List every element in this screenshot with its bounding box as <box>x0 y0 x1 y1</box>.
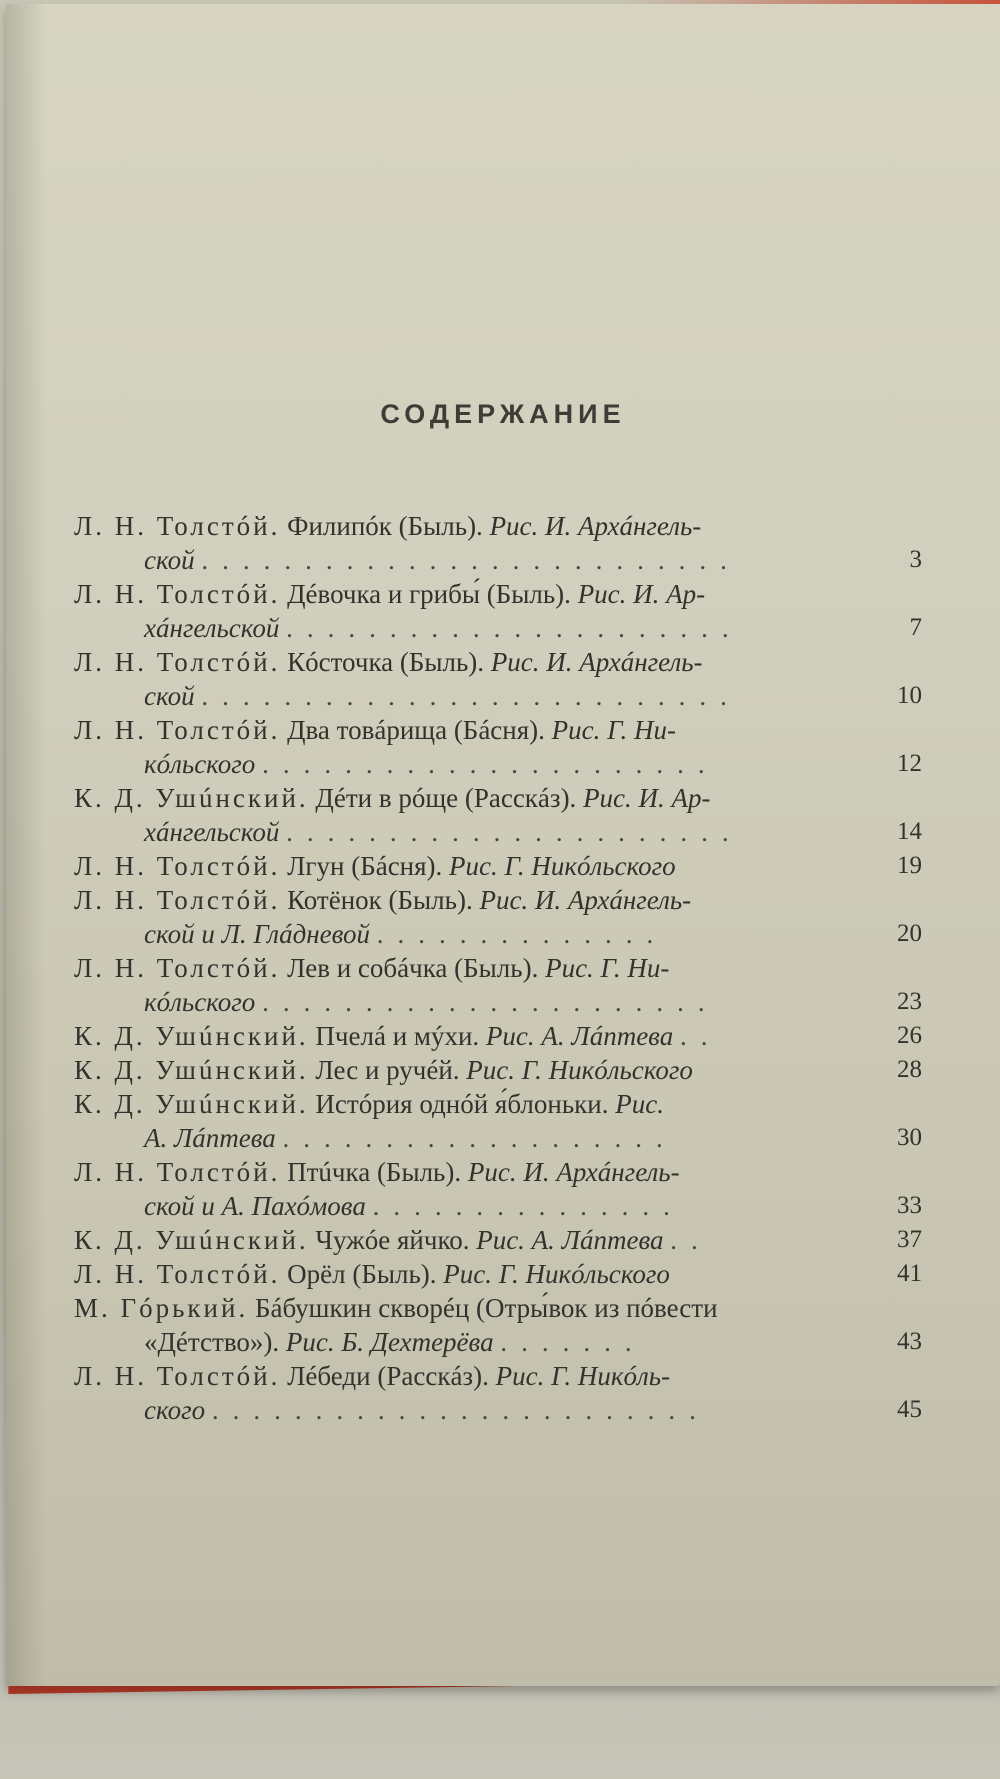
entry-author: К. Д. Ушúнский. <box>74 1225 309 1255</box>
entry-illustrator: Рис. И. Архáнгель- <box>467 1157 680 1187</box>
entry-illustrator-cont: кóльского <box>144 749 256 779</box>
entry-author: К. Д. Ушúнский. <box>74 1089 309 1119</box>
entry-page-number: 19 <box>897 852 922 879</box>
entry-illustrator: Рис. Г. Ни- <box>545 953 670 983</box>
table-of-contents <box>74 509 922 1427</box>
leader-dots: .............. <box>376 919 668 949</box>
entry-illustrator-cont: ского <box>144 1395 206 1425</box>
entry-title: Дéти в рóще (Расскáз). <box>315 783 577 813</box>
toc-entry <box>74 1155 922 1223</box>
entry-illustrator: Рис. <box>615 1089 664 1119</box>
leader-dots: ...................... <box>262 749 719 779</box>
book-page <box>6 4 1000 1686</box>
toc-heading: СОДЕРЖАНИЕ <box>380 399 626 429</box>
leader-dots: ................... <box>282 1123 677 1153</box>
entry-author: Л. Н. Толстóй. <box>74 579 281 609</box>
entry-title: Дéвочка и грибы́ (Быль). <box>287 579 571 609</box>
entry-page-number: 10 <box>897 682 922 709</box>
entry-page-number: 41 <box>897 1260 922 1287</box>
entry-illustrator: Рис. Г. Никóльского <box>466 1055 693 1085</box>
toc-entry <box>74 645 922 713</box>
toc-entry <box>74 1019 922 1053</box>
entry-title: Истóрия однóй я́блоньки. <box>315 1089 609 1119</box>
toc-entry <box>74 1053 922 1087</box>
leader-dots: ...................... <box>286 613 743 643</box>
entry-title: Лгун (Бáсня). <box>287 851 443 881</box>
entry-page-number: 37 <box>897 1226 922 1253</box>
entry-illustrator-cont: ской <box>144 545 195 575</box>
toc-entry <box>74 1087 922 1155</box>
entry-illustrator: Рис. И. Архáнгель- <box>479 885 692 915</box>
entry-illustrator: Рис. Б. Дехтерёва <box>285 1327 494 1357</box>
leader-dots: ............... <box>372 1191 684 1221</box>
toc-entry <box>74 849 922 883</box>
entry-author: Л. Н. Толстóй. <box>74 511 281 541</box>
entry-title: Чужóе яйчко. <box>315 1225 470 1255</box>
entry-author: К. Д. Ушúнский. <box>74 1055 309 1085</box>
entry-title: Лéбеди (Расскáз). <box>287 1361 489 1391</box>
entry-illustrator-cont: ской и А. Пахóмова <box>144 1191 366 1221</box>
entry-page-number: 45 <box>897 1396 922 1423</box>
entry-title: Орёл (Быль). <box>287 1259 437 1289</box>
leader-dots: .......................... <box>201 545 741 575</box>
entry-page-number: 26 <box>897 1022 922 1049</box>
entry-illustrator-cont: А. Лáптева <box>144 1123 276 1153</box>
entry-author: Л. Н. Толстóй. <box>74 715 281 745</box>
entry-illustrator-cont: кóльского <box>144 987 256 1017</box>
entry-page-number: 3 <box>909 546 922 573</box>
leader-dots: ...................... <box>286 817 743 847</box>
entry-title: Бáбушкин скворéц (Отры́вок из пóвести <box>254 1293 718 1323</box>
entry-page-number: 12 <box>897 750 922 777</box>
toc-entry <box>74 1223 922 1257</box>
toc-entry <box>74 951 922 1019</box>
entry-illustrator-cont: ской и Л. Глáдневой <box>144 919 370 949</box>
entry-author: Л. Н. Толстóй. <box>74 1157 281 1187</box>
toc-entry <box>74 781 922 849</box>
entry-title-cont: «Дéтство»). <box>144 1327 280 1357</box>
entry-illustrator: Рис. И. Ар- <box>577 579 706 609</box>
page-gutter-shadow <box>6 4 46 1686</box>
entry-page-number: 33 <box>897 1192 922 1219</box>
toc-entry <box>74 577 922 645</box>
toc-entry <box>74 713 922 781</box>
toc-entry <box>74 883 922 951</box>
entry-illustrator: Рис. Г. Никóльского <box>443 1259 670 1289</box>
entry-illustrator: Рис. И. Архáнгель- <box>489 511 702 541</box>
leader-dots: ...................... <box>262 987 719 1017</box>
entry-page-number: 23 <box>897 988 922 1015</box>
entry-title: Пчелá и мýхи. <box>315 1021 480 1051</box>
entry-author: Л. Н. Толстóй. <box>74 1259 281 1289</box>
entry-title: Лес и ручéй. <box>315 1055 460 1085</box>
toc-entry <box>74 1359 922 1427</box>
entry-title: Два товáрища (Бáсня). <box>287 715 545 745</box>
entry-title: Птúчка (Быль). <box>287 1157 462 1187</box>
leader-dots: ........................ <box>211 1395 710 1425</box>
entry-page-number: 7 <box>909 614 922 641</box>
entry-author: Л. Н. Толстóй. <box>74 1361 281 1391</box>
leader-dots: .......................... <box>201 681 741 711</box>
entry-illustrator: Рис. А. Лáптева <box>476 1225 664 1255</box>
entry-illustrator: Рис. И. Архáнгель- <box>490 647 703 677</box>
entry-illustrator-cont: ской <box>144 681 195 711</box>
toc-entry <box>74 1257 922 1291</box>
entry-illustrator: Рис. Г. Никóльского <box>449 851 676 881</box>
leader-dots: ....... <box>500 1327 646 1357</box>
leader-dots: .. <box>679 1021 722 1051</box>
entry-author: К. Д. Ушúнский. <box>74 783 309 813</box>
entry-title: Лев и собáчка (Быль). <box>287 953 539 983</box>
entry-illustrator: Рис. Г. Никóль- <box>495 1361 671 1391</box>
entry-author: М. Гóрький. <box>74 1293 249 1323</box>
entry-author: Л. Н. Толстóй. <box>74 851 281 881</box>
entry-page-number: 14 <box>897 818 922 845</box>
entry-illustrator: Рис. Г. Ни- <box>551 715 676 745</box>
entry-illustrator: Рис. А. Лáптева <box>485 1021 674 1051</box>
entry-page-number: 20 <box>897 920 922 947</box>
entry-author: К. Д. Ушúнский. <box>74 1021 309 1051</box>
entry-author: Л. Н. Толстóй. <box>74 953 281 983</box>
entry-title: Филипóк (Быль). <box>287 511 483 541</box>
entry-title: Котёнок (Быль). <box>287 885 473 915</box>
toc-entry <box>74 1291 922 1359</box>
entry-page-number: 30 <box>897 1124 922 1151</box>
leader-dots: .. <box>670 1225 712 1255</box>
entry-page-number: 28 <box>897 1056 922 1083</box>
entry-author: Л. Н. Толстóй. <box>74 647 281 677</box>
entry-page-number: 43 <box>897 1328 922 1355</box>
entry-illustrator-cont: хáнгельской <box>144 613 280 643</box>
entry-illustrator: Рис. И. Ар- <box>583 783 711 813</box>
entry-title: Кóсточка (Быль). <box>287 647 485 677</box>
entry-author: Л. Н. Толстóй. <box>74 885 281 915</box>
toc-entry <box>74 509 922 577</box>
entry-illustrator-cont: хáнгельской <box>144 817 280 847</box>
